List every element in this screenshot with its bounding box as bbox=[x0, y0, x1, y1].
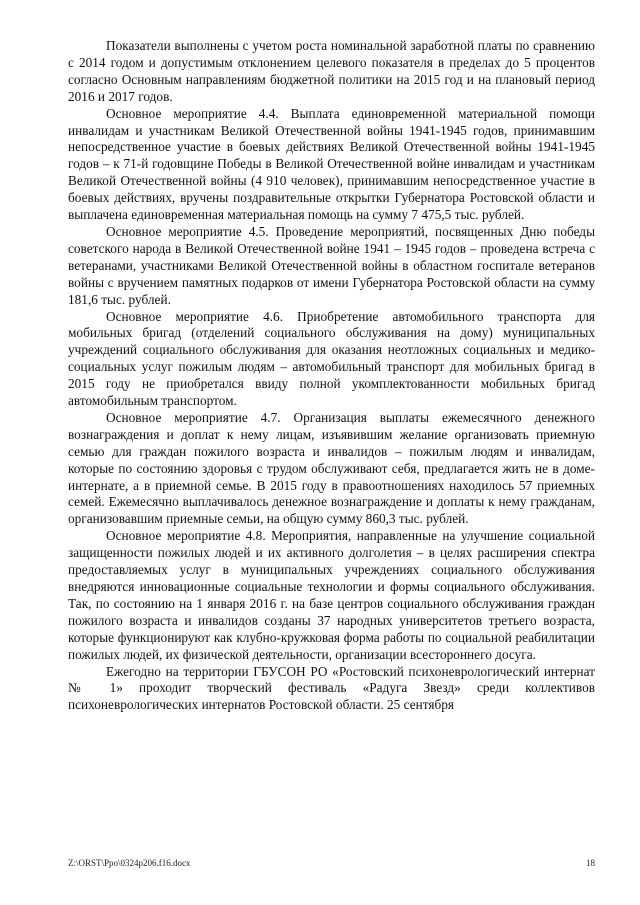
paragraph-indicators-summary: Показатели выполнены с учетом роста номинальной заработной платы по сравнению с 2014 годом и допустимым отклонением целевого показателя в пределах до 5 процентов согласно Основным направлениям бюджетной политики на 2015 год и на плановый период 2016 и 2017 годов. bbox=[68, 38, 595, 104]
footer-file-path: Z:\ORST\Ppo\0324p206.f16.docx bbox=[68, 858, 191, 868]
page-footer bbox=[68, 856, 595, 870]
paragraph-measure-4-8: Основное мероприятие 4.8. Мероприятия, направленные на улучшение социальной защищенности пожилых людей и их активного долголетия – в целях расширения спектра предоставляемых услуг в муниципальных учреждениях социального обслуживания внедряются инновационные социальные технологии и формы социального обслуживания. Так, по состоянию на 1 января 2016 г. на базе центров социального обслуживания граждан пожилого возраста и инвалидов созданы 37 народных университетов третьего возраста, которые функционируют как клубно-кружковая форма работы по социальной реабилитации пожилых людей, их физической деятельности, организации всестороннего досуга. bbox=[68, 528, 595, 662]
paragraph-measure-4-7: Основное мероприятие 4.7. Организация выплаты ежемесячного денежного вознаграждения и доплат к нему лицам, изъявившим желание организовать приемную семью для граждан пожилого возраста и инвалидов – пожилым людям и инвалидам, которые по состоянию здоровья с трудом обслуживают себя, предлагается жить не в доме-интернате, а в приемной семье. В 2015 году в правоотношениях находилось 57 приемных семей. Ежемесячно выплачивалось денежное вознаграждение и доплаты к нему гражданам, организовавшим приемные семьи, на общую сумму 860,3 тыс. рублей. bbox=[68, 409, 595, 527]
page-number: 18 bbox=[586, 858, 595, 868]
paragraph-measure-4-4: Основное мероприятие 4.4. Выплата единовременной материальной помощи инвалидам и участникам Великой Отечественной войны 1941-1945 годов, принимавшим непосредственное участие в боевых действиях Великой Отечественной войны 1941-1945 годов – к 71-й годовщине Победы в Великой Отечественной войне инвалидам и участникам Великой Отечественной войны (4 910 человек), принимавшим непосредственное участие в боевых действиях, вручены поздравительные открытки Губернатора Ростовской области и выплачена единовременная материальная помощь на сумму 7 475,5 тыс. рублей. bbox=[68, 105, 595, 223]
paragraph-measure-4-5: Основное мероприятие 4.5. Проведение мероприятий, посвященных Дню победы советского народа в Великой Отечественной войне 1941 – 1945 годов – проведена встреча с ветеранами, участниками Великой Отечественной войны в областном госпитале ветеранов войны с вручением памятных подарков от имени Губернатора Ростовской области на сумму 181,6 тыс. рублей. bbox=[68, 223, 595, 307]
paragraph-measure-4-6: Основное мероприятие 4.6. Приобретение автомобильного транспорта для мобильных бригад (отделений социального обслуживания на дому) муниципальных учреждений социального обслуживания для оказания неотложных социальных и медико-социальных услуг пожилым людям – автомобильный транспорт для мобильных бригад в 2015 году не приобретался ввиду полной укомплектованности мобильных бригад автомобильным транспортом. bbox=[68, 308, 595, 409]
paragraph-festival: Ежегодно на территории ГБУСОН РО «Ростовский психоневрологический интернат № 1» проходит творческий фестиваль «Радуга Звезд» среди коллективов психоневрологических интернатов Ростовской области. 25 сентября bbox=[68, 663, 595, 713]
document-body bbox=[68, 38, 595, 714]
